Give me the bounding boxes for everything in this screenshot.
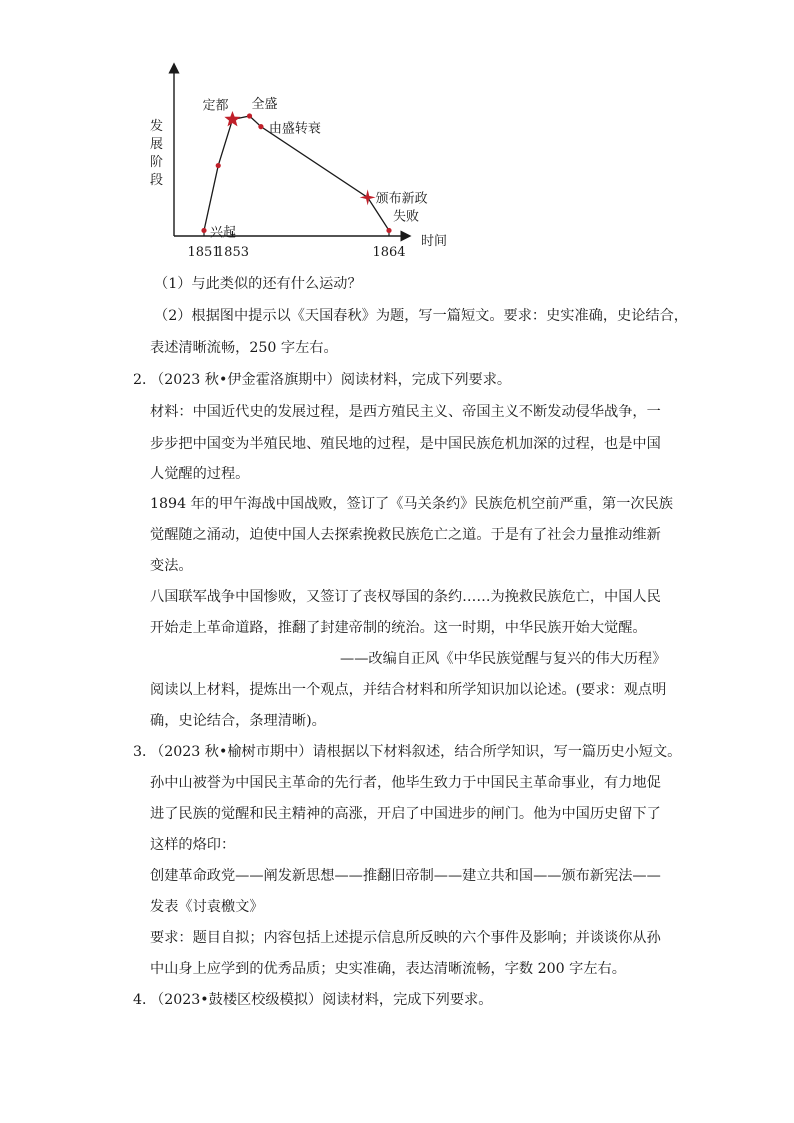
q1-sub2-line2: 表述清晰流畅，250 字左右。 xyxy=(150,340,338,356)
q3-number: 3． xyxy=(133,744,157,760)
y-axis-label-2: 展 xyxy=(150,137,164,152)
point-label-1855: 由盛转衰 xyxy=(268,121,321,137)
point-label-1853: 定都 xyxy=(202,98,229,114)
q4-number: 4． xyxy=(133,992,157,1008)
q3-requirement-line2: 中山身上应学到的优秀品质；史实准确，表达清晰流畅，字数 200 字左右。 xyxy=(150,961,626,977)
point-label-1854.2: 全盛 xyxy=(251,97,278,112)
q2-material-line2: 步步把中国变为半殖民地、殖民地的过程，是中国民族危机加深的过程，也是中国 xyxy=(150,436,661,452)
q2-p2-line1: 1894 年的甲午海战中国战败，签订了《马关条约》民族危机空前严重，第一次民族 xyxy=(150,496,673,512)
q1-sub2-line1: （2）根据图中提示以《天国春秋》为题，写一篇短文。要求：史实准确，史论结合， xyxy=(154,308,688,324)
y-axis-label-1: 发 xyxy=(150,119,164,134)
q2-p2-line3: 变法。 xyxy=(150,558,193,574)
q2-p2-line2: 觉醒随之涌动，迫使中国人去探索挽救民族危亡之道。于是有了社会力量推动维新 xyxy=(150,527,661,543)
point-marker-1851 xyxy=(201,228,206,233)
x-tick-label-1851: 1851 xyxy=(187,245,221,260)
y-axis-label-3: 阶 xyxy=(150,155,164,170)
q3-p2-line1: 创建革命政党——阐发新思想——推翻旧帝制——建立共和国——颁布新宪法—— xyxy=(150,868,661,884)
q2-requirement-line1: 阅读以上材料，提炼出一个观点，并结合材料和所学知识加以论述。(要求：观点明 xyxy=(150,682,667,698)
point-marker-1854.2 xyxy=(247,113,252,118)
q3-requirement-line1: 要求：题目自拟；内容包括上述提示信息所反映的六个事件及影响；并谈谈你从孙 xyxy=(150,930,661,946)
q2-requirement-line2: 确，史论结合，条理清晰)。 xyxy=(150,713,326,729)
q2-p3-line2: 开始走上革命道路，推翻了封建帝制的统治。这一时期，中华民族开始大觉醒。 xyxy=(150,620,647,636)
y-axis-label-4: 段 xyxy=(150,173,164,188)
x-tick-label-1853: 1853 xyxy=(215,245,250,260)
point-marker-1852 xyxy=(216,163,221,168)
point-label-1862.5: 颁布新政 xyxy=(375,191,428,207)
point-label-1864: 失败 xyxy=(393,209,420,225)
q4-heading: （2023•鼓楼区校级模拟）阅读材料，完成下列要求。 xyxy=(150,992,493,1008)
point-marker-1864 xyxy=(386,228,391,233)
q3-p1-line1: 孙中山被誉为中国民主革命的先行者，他毕生致力于中国民主革命事业，有力地促 xyxy=(150,775,661,791)
chart-svg xyxy=(140,62,460,262)
q2-source: ——改编自正风《中华民族觉醒与复兴的伟大历程》 xyxy=(340,651,667,667)
q2-material-line1: 材料：中国近代史的发展过程，是西方殖民主义、帝国主义不断发动侵华战争，一 xyxy=(150,404,661,420)
q3-heading: （2023 秋•榆树市期中）请根据以下材料叙述，结合所学知识，写一篇历史小短文。 xyxy=(150,744,682,760)
taiping-development-chart xyxy=(140,62,460,262)
q2-material-line3: 人觉醒的过程。 xyxy=(150,466,250,482)
point-marker-1855 xyxy=(258,124,263,129)
q3-p1-line2: 进了民族的觉醒和民主精神的高涨，开启了中国进步的闸门。他为中国历史留下了 xyxy=(150,806,661,822)
q2-p3-line1: 八国联军战争中国惨败，又签订了丧权辱国的条约……为挽救民族危亡，中国人民 xyxy=(150,589,661,605)
q2-heading: （2023 秋•伊金霍洛旗期中）阅读材料，完成下列要求。 xyxy=(150,372,512,388)
q3-p1-line3: 这样的烙印： xyxy=(150,837,236,853)
q2-number: 2． xyxy=(133,372,157,388)
x-axis-label: 时间 xyxy=(421,234,448,249)
point-marker-sparkle-1862.5 xyxy=(360,189,376,205)
point-label-1851: 兴起 xyxy=(210,225,237,241)
q1-sub1: （1）与此类似的还有什么运动？ xyxy=(154,276,362,292)
q3-p2-line2: 发表《讨袁檄文》 xyxy=(150,899,264,915)
x-tick-label-1864: 1864 xyxy=(372,245,406,260)
